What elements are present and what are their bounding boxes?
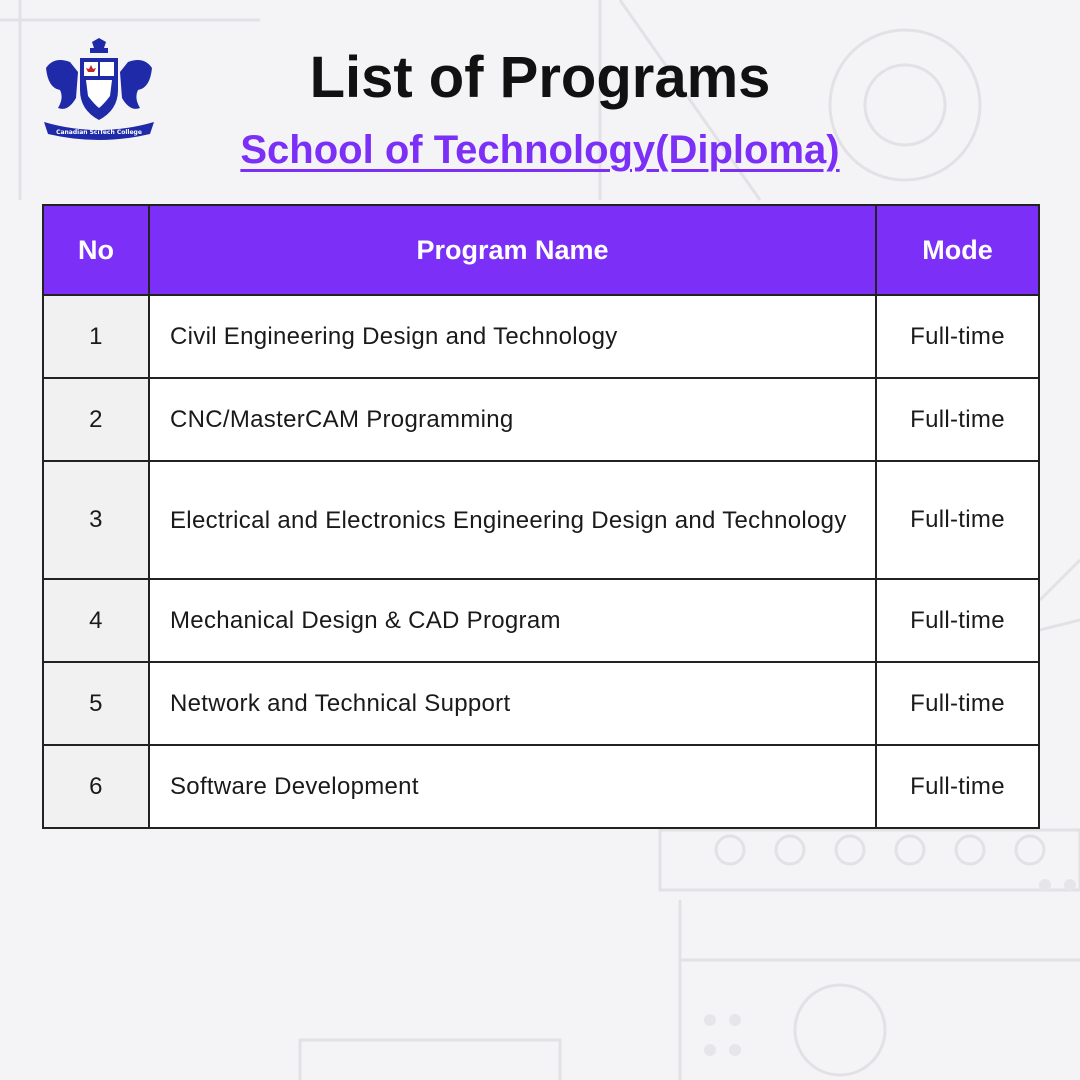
table-row bbox=[43, 745, 1039, 828]
program-name: Electrical and Electronics Engineering Design and Technology bbox=[149, 461, 876, 579]
programs-table bbox=[42, 204, 1040, 829]
row-number: 6 bbox=[43, 745, 149, 828]
program-mode: Full-time bbox=[876, 662, 1039, 745]
row-number: 4 bbox=[43, 579, 149, 662]
table-row bbox=[43, 461, 1039, 579]
row-number: 5 bbox=[43, 662, 149, 745]
table-header-row bbox=[43, 205, 1039, 295]
table-row bbox=[43, 579, 1039, 662]
program-name: Mechanical Design & CAD Program bbox=[149, 579, 876, 662]
table-row bbox=[43, 378, 1039, 461]
column-header-mode: Mode bbox=[876, 205, 1039, 295]
program-mode: Full-time bbox=[876, 745, 1039, 828]
page-subtitle: School of Technology(Diploma) bbox=[240, 128, 840, 172]
program-name: Network and Technical Support bbox=[149, 662, 876, 745]
program-name: Software Development bbox=[149, 745, 876, 828]
column-header-no: No bbox=[43, 205, 149, 295]
table-row bbox=[43, 662, 1039, 745]
program-mode: Full-time bbox=[876, 295, 1039, 378]
page-title: List of Programs bbox=[309, 45, 771, 110]
table-row bbox=[43, 295, 1039, 378]
logo-text: Canadian SciTech College bbox=[56, 129, 142, 136]
row-number: 1 bbox=[43, 295, 149, 378]
row-number: 3 bbox=[43, 461, 149, 579]
column-header-program-name: Program Name bbox=[149, 205, 876, 295]
row-number: 2 bbox=[43, 378, 149, 461]
program-mode: Full-time bbox=[876, 378, 1039, 461]
program-name: CNC/MasterCAM Programming bbox=[149, 378, 876, 461]
program-name: Civil Engineering Design and Technology bbox=[149, 295, 876, 378]
program-mode: Full-time bbox=[876, 579, 1039, 662]
program-mode: Full-time bbox=[876, 461, 1039, 579]
